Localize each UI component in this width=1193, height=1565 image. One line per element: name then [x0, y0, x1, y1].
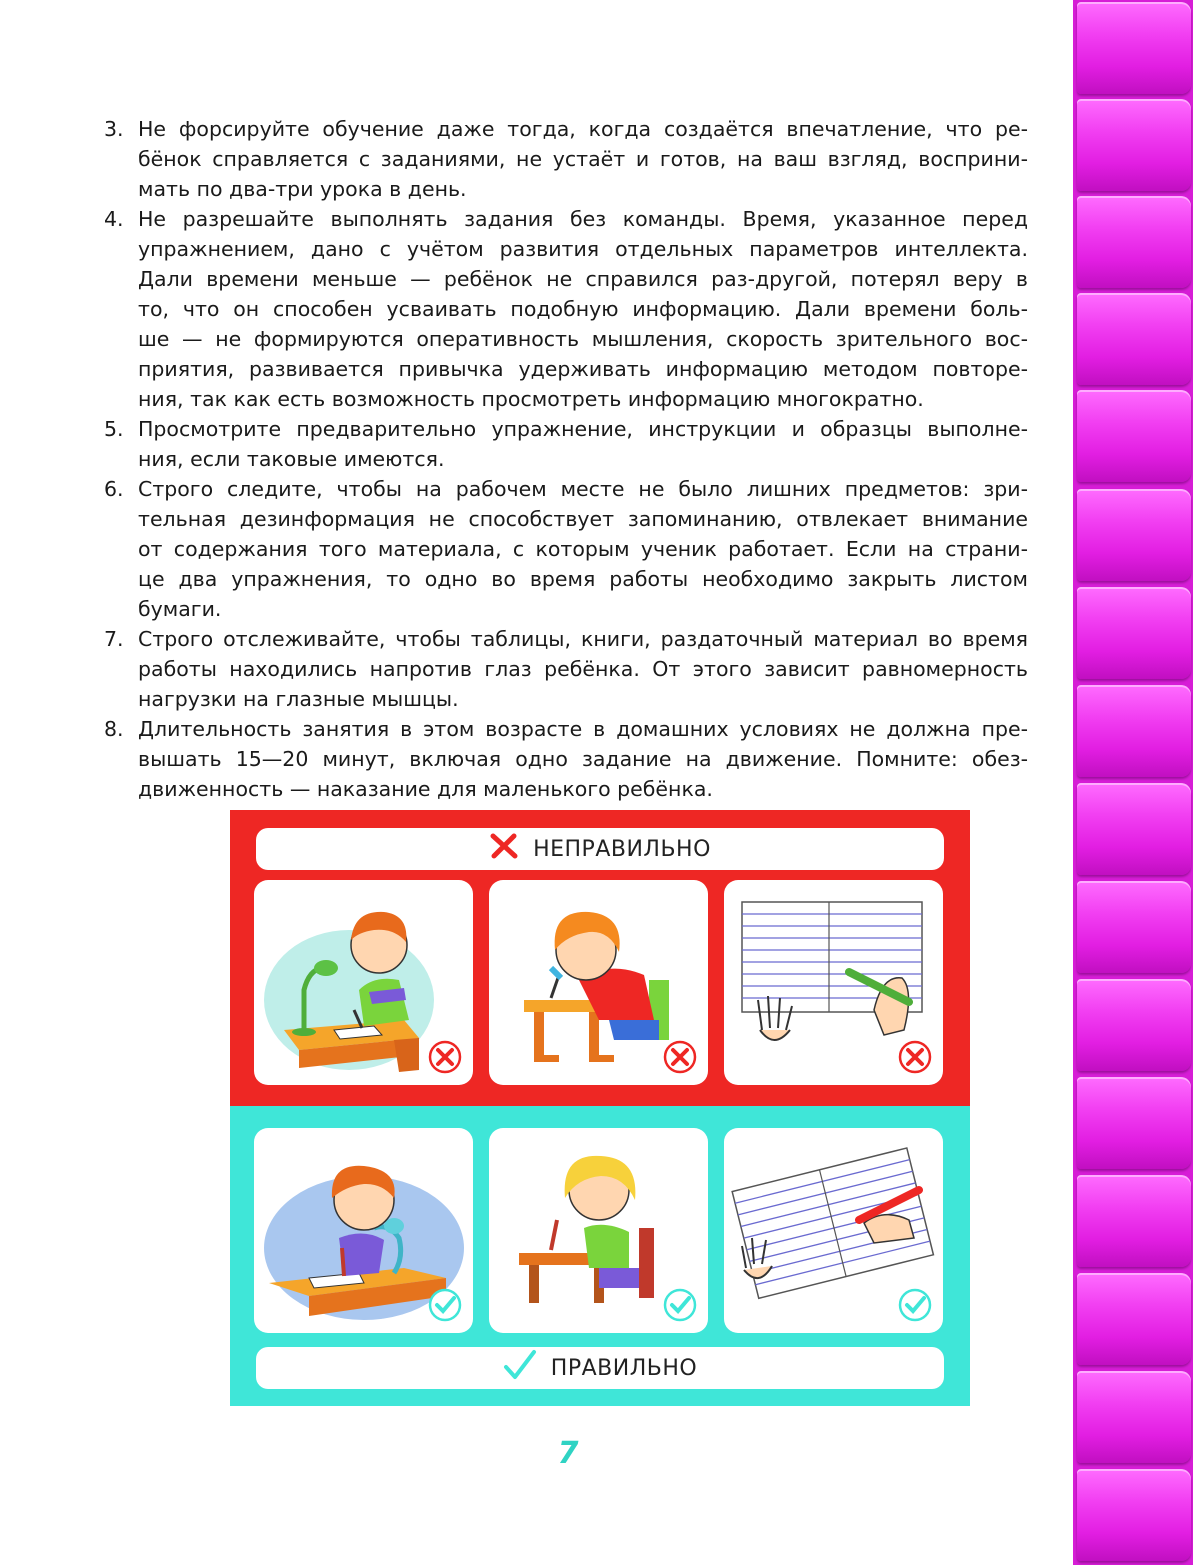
text-line: вышать 15—20 минут, включая одно задание на движение. Помните: обез-: [138, 747, 1028, 771]
text-line: нагрузки на глазные мышцы.: [138, 687, 459, 711]
advice-item-3: [104, 114, 1028, 204]
advice-item-6: [104, 474, 1028, 624]
wrong-card-girl-leaning: [489, 880, 708, 1085]
advice-item-5: [104, 414, 1028, 474]
right-card-girl-upright: [489, 1128, 708, 1333]
text-line: Длительность занятия в этом возрасте в домашних условиях не должна пре-: [138, 717, 1028, 741]
wrong-label-bar: [256, 828, 944, 870]
text-line: ния, если таковые имеются.: [138, 447, 445, 471]
text-line: приятия, развивается привычка удерживать информацию методом повторе-: [138, 357, 1028, 381]
text-line: ния, так как есть возможность просмотреть информацию многократно.: [138, 387, 924, 411]
side-tab: [1077, 99, 1191, 191]
text-line: бумаги.: [138, 597, 222, 621]
text-line: мать по два-три урока в день.: [138, 177, 467, 201]
side-tab: [1077, 1469, 1191, 1561]
side-tab: [1077, 587, 1191, 679]
cross-badge-icon: [662, 1039, 698, 1075]
cross-icon: [489, 833, 519, 865]
side-tab: [1077, 489, 1191, 581]
wrong-card-boy-lamp: [254, 880, 473, 1085]
text-line: то, что он способен усваивать подобную информацию. Дали времени боль-: [138, 297, 1028, 321]
text-line: бёнок справляется с заданиями, не устаёт и готов, на ваш взгляд, восприни-: [138, 147, 1028, 171]
text-line: Просмотрите предварительно упражнение, инструкции и образцы выполне-: [138, 417, 1028, 441]
right-card-tilted-sheet: [724, 1128, 943, 1333]
text-line: от содержания того материала, с которым ученик работает. Если на страни-: [138, 537, 1028, 561]
side-tab: [1077, 1273, 1191, 1365]
wrong-card-lined-sheet: [724, 880, 943, 1085]
text-line: ше — не формируются оперативность мышления, скорость зрительного вос-: [138, 327, 1028, 351]
text-line: це два упражнения, то одно во время работы необходимо закрыть листом: [138, 567, 1028, 591]
cross-badge-icon: [897, 1039, 933, 1075]
item-number: 7.: [104, 627, 124, 651]
text-line: Строго отслеживайте, чтобы таблицы, книги, раздаточный материал во время: [138, 627, 1028, 651]
text-line: Не разрешайте выполнять задания без команды. Время, указанное перед: [138, 207, 1028, 231]
advice-list: [104, 114, 1028, 804]
advice-item-8: [104, 714, 1028, 804]
right-label: ПРАВИЛЬНО: [550, 1355, 698, 1381]
check-icon: [503, 1349, 537, 1387]
advice-item-4: [104, 204, 1028, 414]
text-line: тельная дезинформация не способствует запоминанию, отвлекает внимание: [138, 507, 1028, 531]
side-tab: [1077, 783, 1191, 875]
text-line: упражнением, дано с учётом развития отдельных параметров интеллекта.: [138, 237, 1028, 261]
side-tab-strip: [1073, 0, 1193, 1565]
advice-item-7: [104, 624, 1028, 714]
side-tab: [1077, 1077, 1191, 1169]
side-tab: [1077, 685, 1191, 777]
text-line: движенность — наказание для маленького ребёнка.: [138, 777, 713, 801]
right-label-bar: [256, 1347, 944, 1389]
item-number: 5.: [104, 417, 124, 441]
wrong-label: НЕПРАВИЛЬНО: [533, 836, 711, 862]
text-line: Строго следите, чтобы на рабочем месте не было лишних предметов: зри-: [138, 477, 1028, 501]
side-tab: [1077, 2, 1191, 94]
side-tab: [1077, 293, 1191, 385]
side-tab: [1077, 196, 1191, 288]
check-badge-icon: [897, 1287, 933, 1323]
text-line: работы находились напротив глаз ребёнка. От этого зависит равномерность: [138, 657, 1028, 681]
text-line: Дали времени меньше — ребёнок не справился раз-другой, потерял веру в: [138, 267, 1028, 291]
item-number: 6.: [104, 477, 124, 501]
posture-illustration-panel: [230, 810, 970, 1406]
check-badge-icon: [662, 1287, 698, 1323]
side-tab: [1077, 1371, 1191, 1463]
right-card-boy-upright: [254, 1128, 473, 1333]
side-tab: [1077, 979, 1191, 1071]
check-badge-icon: [427, 1287, 463, 1323]
text-line: Не форсируйте обучение даже тогда, когда создаётся впечатление, что ре-: [138, 117, 1028, 141]
page-number: 7: [557, 1436, 579, 1471]
side-tab: [1077, 1175, 1191, 1267]
cross-badge-icon: [427, 1039, 463, 1075]
side-tab: [1077, 390, 1191, 482]
item-number: 3.: [104, 117, 124, 141]
item-number: 4.: [104, 207, 124, 231]
item-number: 8.: [104, 717, 124, 741]
side-tab: [1077, 881, 1191, 973]
